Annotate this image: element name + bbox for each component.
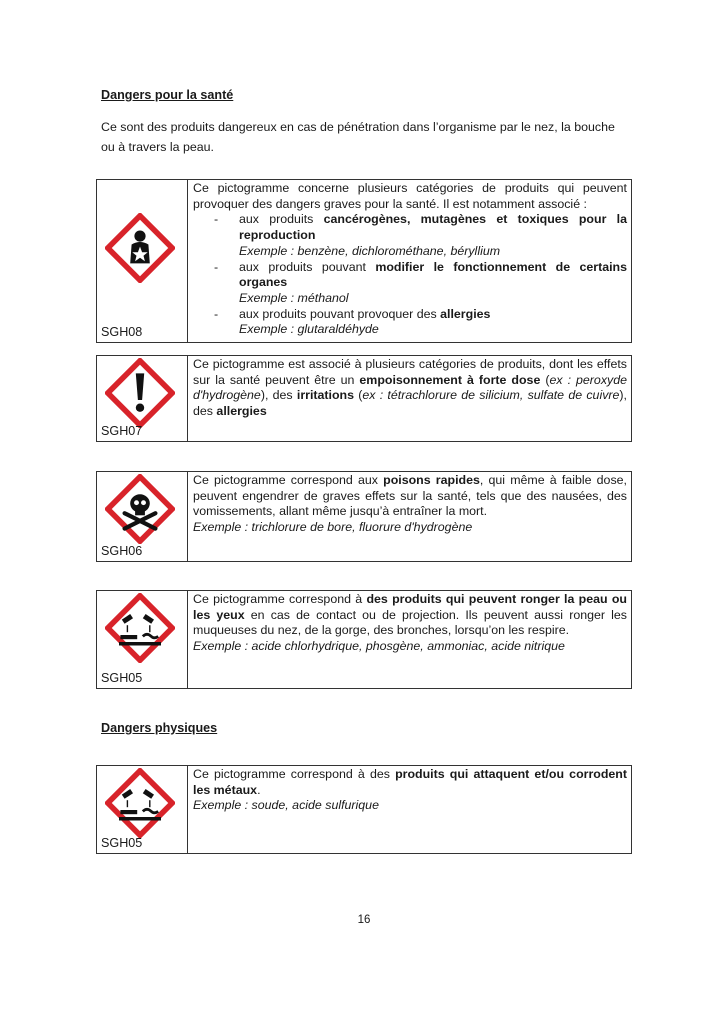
text: Ce pictogramme correspond à des (193, 767, 396, 781)
text: ), des (260, 388, 297, 403)
sgh08-description (188, 180, 631, 342)
sgh08-intro: Ce pictogramme concerne plusieurs catégories de produits qui peuvent provoquer des dangers graves pour la santé. Il est notamment associé : (193, 181, 627, 211)
list-item (214, 307, 627, 338)
health-intro-paragraph: Ce sont des produits dangereux en cas de pénétration dans l’organisme par le nez, la bouche ou à travers la peau. (101, 120, 615, 154)
text: Ce pictogramme correspond à (193, 592, 367, 606)
sgh07-row (96, 355, 632, 442)
text: , qui même à faible dose, peuvent engendrer de graves effets sur la santé, tels que des nausées, des vomissements, allant même jusqu’à entraîner la mort. (193, 473, 627, 519)
bold-text: produits qui attaquent et/ou corrodent les métaux (193, 767, 628, 797)
skull-crossbones-icon (105, 474, 175, 544)
sgh05-physical-code: SGH05 (101, 836, 143, 850)
sgh07-code: SGH07 (101, 424, 143, 438)
text: . (257, 782, 261, 797)
list-item (214, 212, 627, 259)
text: Ce pictogramme est associé à plusieurs catégories de produits, dont les effets sur la santé peuvent être un (193, 357, 627, 387)
item-bold: allergies (440, 306, 491, 321)
sgh06-row (96, 471, 632, 562)
example-text: Exemple : trichlorure de bore, fluorure d'hydrogène (193, 520, 473, 535)
corrosion-icon (105, 593, 175, 663)
sgh08-row (96, 179, 632, 343)
sgh08-icon-cell (97, 180, 188, 342)
sgh05-health-code: SGH05 (101, 671, 143, 685)
sgh07-icon-cell (97, 356, 188, 441)
exclamation-mark-icon (105, 358, 175, 428)
sgh05-health-description (188, 591, 631, 688)
italic-text: ex : tétrachlorure de silicium, sulfate de cuivre (362, 388, 620, 403)
text: Ce pictogramme correspond aux (193, 473, 384, 487)
sgh05-physical-row (96, 765, 632, 854)
sgh05-physical-description (188, 766, 631, 853)
example-text: Exemple : acide chlorhydrique, phosgène, ammoniac, acide nitrique (193, 639, 565, 654)
item-text: aux produits (239, 212, 324, 227)
item-text: aux produits pouvant (239, 259, 376, 274)
bold-text: poisons rapides (383, 473, 480, 487)
sgh06-icon-cell (97, 472, 188, 561)
bold-text: des produits qui peuvent ronger la peau ou les yeux (193, 592, 627, 622)
item-bold: cancérogènes, mutagènes et toxiques pour la reproduction (239, 212, 627, 243)
sgh05-health-icon-cell (97, 591, 188, 688)
sgh05-physical-paragraph (193, 767, 627, 814)
bold-text: empoisonnement à forte dose (359, 372, 541, 387)
sgh06-description (188, 472, 631, 561)
text: ( (540, 372, 550, 387)
sgh05-physical-icon-cell (97, 766, 188, 853)
health-hazard-icon (105, 213, 175, 283)
sgh07-description (188, 356, 631, 441)
text: ), des (193, 388, 627, 419)
text: en cas de contact ou de projection. Ils peuvent aussi ronger les muqueuses du nez, de la gorge, des bronches, lorsqu’on les respire. (193, 607, 627, 638)
item-text: aux produits pouvant provoquer des (239, 306, 441, 321)
example-text: Exemple : soude, acide sulfurique (193, 798, 379, 813)
sgh07-paragraph (193, 357, 627, 420)
corrosion-icon (105, 768, 175, 838)
item-example: Exemple : glutaraldéhyde (239, 322, 379, 337)
sgh08-code: SGH08 (101, 325, 143, 339)
item-bold: modifier le fonctionnement de certains organes (239, 259, 628, 290)
text: ( (354, 388, 363, 403)
italic-text: ex : peroxyde d'hydrogène (193, 372, 627, 403)
sgh06-code: SGH06 (101, 544, 143, 558)
sgh05-health-paragraph (193, 592, 627, 655)
item-example: Exemple : benzène, dichlorométhane, béryllium (239, 243, 501, 258)
list-item (214, 260, 627, 307)
sgh05-health-row (96, 590, 632, 689)
section-heading-health: Dangers pour la santé (101, 88, 234, 102)
section-heading-physical: Dangers physiques (101, 721, 218, 735)
sgh06-paragraph (193, 473, 627, 536)
bold-text: irritations (296, 388, 355, 403)
bold-text: allergies (216, 404, 267, 419)
sgh08-list (193, 212, 627, 338)
page-number: 16 (357, 914, 371, 926)
item-example: Exemple : méthanol (239, 290, 349, 305)
